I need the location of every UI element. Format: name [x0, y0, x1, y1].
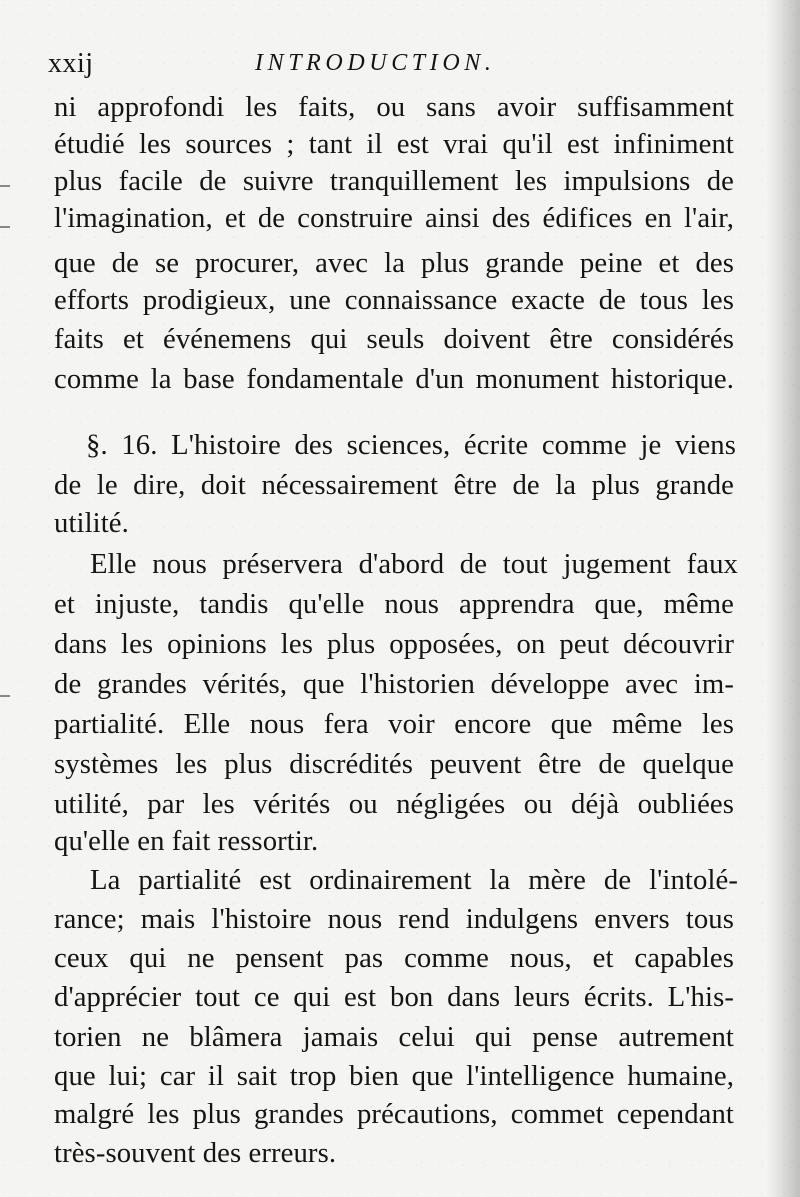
- text-line: utilité.: [54, 507, 129, 539]
- text-line: partialité. Elle nous fera voir encore que même les: [54, 708, 734, 740]
- text-line: et injuste, tandis qu'elle nous apprendra que, même: [54, 588, 734, 620]
- margin-mark: [0, 695, 10, 697]
- text-line: étudié les sources ; tant il est vrai qu'il est infiniment: [54, 128, 734, 160]
- text-line: systèmes les plus discrédités peuvent être de quelque: [54, 748, 734, 780]
- text-line: ceux qui ne pensent pas comme nous, et capables: [54, 942, 734, 974]
- text-line: plus facile de suivre tranquillement les impulsions de: [54, 165, 734, 197]
- text-line: comme la base fondamentale d'un monument historique.: [54, 363, 734, 395]
- page-header: [48, 48, 738, 80]
- paragraph-first-line: Elle nous préservera d'abord de tout jugement faux: [90, 548, 738, 580]
- text-line: d'apprécier tout ce qui est bon dans leurs écrits. L'his-: [54, 981, 734, 1013]
- running-title: INTRODUCTION.: [255, 50, 496, 76]
- paragraph-first-line: La partialité est ordinairement la mère de l'intolé-: [90, 864, 738, 896]
- text-line: utilité, par les vérités ou négligées ou déjà oubliées: [54, 788, 734, 820]
- page-number: xxij: [48, 48, 94, 79]
- text-line: dans les opinions les plus opposées, on peut découvrir: [54, 628, 734, 660]
- margin-mark: [0, 226, 10, 228]
- text-line: de le dire, doit nécessairement être de la plus grande: [54, 469, 734, 501]
- text-line: rance; mais l'histoire nous rend indulgens envers tous: [54, 903, 734, 935]
- text-line: que lui; car il sait trop bien que l'intelligence humaine,: [54, 1060, 734, 1092]
- text-line: qu'elle en fait ressortir.: [54, 825, 319, 857]
- text-line: très-souvent des erreurs.: [54, 1137, 337, 1169]
- page-gutter-shadow: [766, 0, 800, 1197]
- text-line: torien ne blâmera jamais celui qui pense autrement: [54, 1021, 734, 1053]
- text-line: malgré les plus grandes précautions, commet cependant: [54, 1098, 734, 1130]
- text-line: ni approfondi les faits, ou sans avoir suffisamment: [54, 91, 734, 123]
- text-line: que de se procurer, avec la plus grande peine et des: [54, 247, 734, 279]
- text-line: l'imagination, et de construire ainsi des édifices en l'air,: [54, 202, 734, 234]
- section-heading-line: §. 16. L'histoire des sciences, écrite comme je viens: [86, 429, 736, 461]
- text-line: de grandes vérités, que l'historien développe avec im-: [54, 668, 734, 700]
- text-line: faits et événemens qui seuls doivent être considérés: [54, 323, 734, 355]
- text-line: efforts prodigieux, une connaissance exacte de tous les: [54, 284, 734, 316]
- margin-mark: [0, 185, 10, 187]
